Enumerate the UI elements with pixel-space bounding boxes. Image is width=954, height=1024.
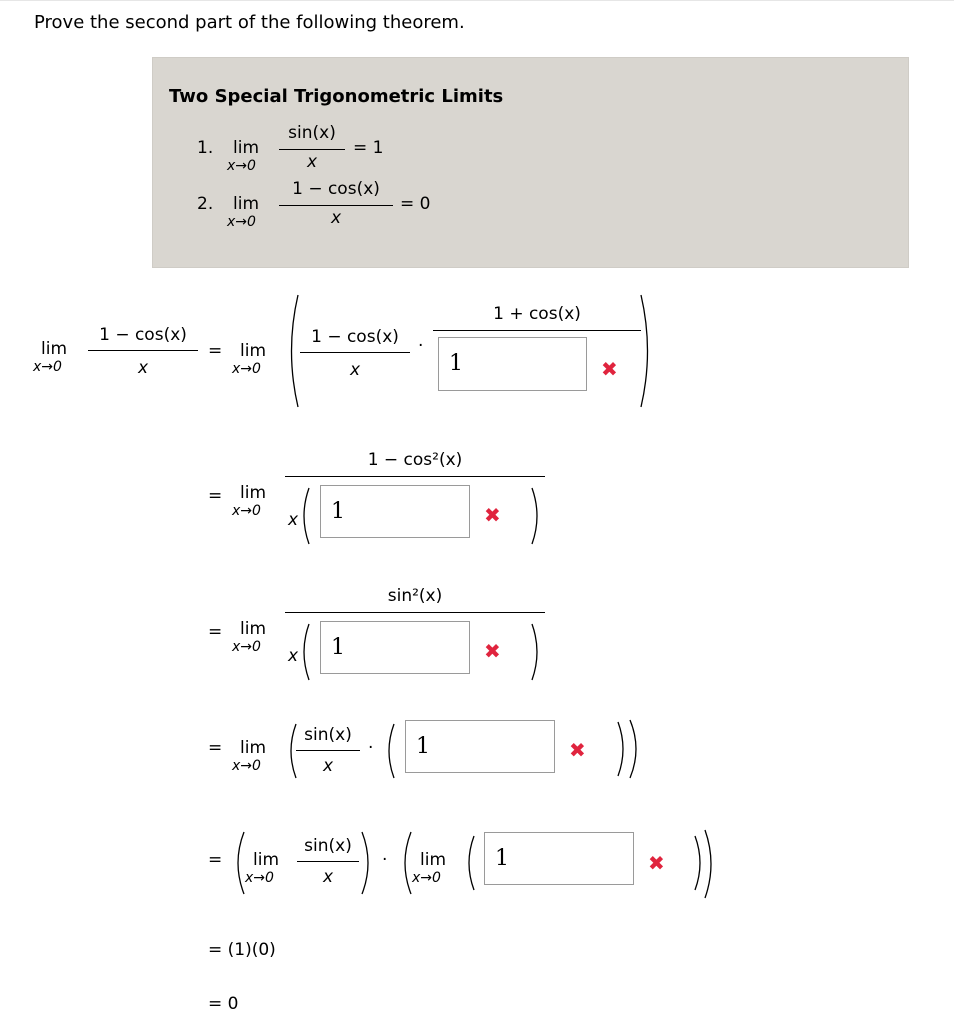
step2-right-paren [530,486,544,546]
theorem-item-1-numerator: sin(x) [288,123,336,143]
prompt-text: Prove the second part of the following theorem. [34,12,465,33]
step3-lim: lim [240,619,267,639]
step3-bar [285,612,545,613]
step1-lhs-bar [88,350,198,351]
step5-equals: = [208,850,223,870]
step2-sub: x→0 [232,503,261,519]
step7-text: = 0 [208,994,239,1014]
step1-mult-bar [433,330,641,331]
theorem-box [152,57,909,268]
theorem-item-2-sub: x→0 [227,214,256,230]
step3-right-paren [530,622,544,682]
step3-left-paren [297,622,311,682]
theorem-title: Two Special Trigonometric Limits [169,86,504,107]
step4-inner-left-paren [382,722,396,780]
step2-lim: lim [240,483,267,503]
step1-equals: = [208,341,223,361]
theorem-item-2-number: 2. [197,194,214,214]
step1-lim: lim [240,341,267,361]
step2-equals: = [208,486,223,506]
step1-inner-bar [300,352,410,353]
step5-left-paren-1 [230,830,246,896]
theorem-item-1-fraction-bar [279,149,345,150]
step1-left-paren [284,293,300,409]
step6-text: = (1)(0) [208,940,276,960]
step3-denominator-x: x [288,646,299,666]
step3-answer-input[interactable]: 1 [320,621,470,674]
step1-lhs-lim: lim [41,339,68,359]
theorem-item-2-denominator: x [330,208,342,228]
step4-bar [296,750,360,751]
step5-sub-2: x→0 [412,870,441,886]
step2-denominator-x: x [288,510,299,530]
step2-answer-input[interactable]: 1 [320,485,470,538]
step5-lim-2: lim [420,850,447,870]
step4-dot: · [368,738,374,758]
step5-lim-1: lim [253,850,280,870]
theorem-item-2-fraction-bar [279,205,393,206]
step5-sub-1: x→0 [245,870,274,886]
step4-denominator: x [322,756,334,776]
step4-right-paren [628,718,644,780]
step3-sub: x→0 [232,639,261,655]
step1-answer-input[interactable]: 1 [438,337,587,391]
step5-left-paren-2 [397,830,413,896]
theorem-item-1-lim: lim [233,138,260,158]
step5-numerator: sin(x) [304,836,352,856]
step1-right-paren [639,293,655,409]
step1-sub: x→0 [232,361,261,377]
step2-bar [285,476,545,477]
step3-equals: = [208,622,223,642]
theorem-item-1-sub: x→0 [227,158,256,174]
step2-incorrect-icon: ✖ [484,503,501,527]
step5-dot: · [382,850,388,870]
top-divider [0,0,954,1]
step1-incorrect-icon: ✖ [601,357,618,381]
step1-lhs-denominator: x [137,358,149,378]
step1-inner-numerator: 1 − cos(x) [311,327,399,347]
step4-lim: lim [240,738,267,758]
step4-sub: x→0 [232,758,261,774]
step5-answer-input[interactable]: 1 [484,832,634,885]
step4-numerator: sin(x) [304,725,352,745]
theorem-item-1-denominator: x [306,152,318,172]
step1-inner-denominator: x [349,360,361,380]
step1-lhs-numerator: 1 − cos(x) [99,325,187,345]
step5-bar [297,861,359,862]
theorem-item-2-lim: lim [233,194,260,214]
step1-dot: · [418,336,424,356]
step2-left-paren [297,486,311,546]
theorem-item-2-result: = 0 [400,194,431,214]
step3-incorrect-icon: ✖ [484,639,501,663]
step2-numerator: 1 − cos²(x) [367,450,463,470]
step1-mult-numerator: 1 + cos(x) [493,304,581,324]
step5-right-paren-1 [360,830,376,896]
step3-numerator: sin²(x) [387,586,443,606]
step4-incorrect-icon: ✖ [569,738,586,762]
step5-inner-left-paren [462,834,476,892]
step5-right-paren-2 [703,828,719,900]
theorem-item-1-number: 1. [197,138,214,158]
step5-incorrect-icon: ✖ [648,851,665,875]
step1-lhs-sub: x→0 [33,359,62,375]
step5-denominator: x [322,867,334,887]
step4-equals: = [208,738,223,758]
theorem-item-2-numerator: 1 − cos(x) [292,179,380,199]
step4-answer-input[interactable]: 1 [405,720,555,773]
theorem-item-1-result: = 1 [353,138,384,158]
